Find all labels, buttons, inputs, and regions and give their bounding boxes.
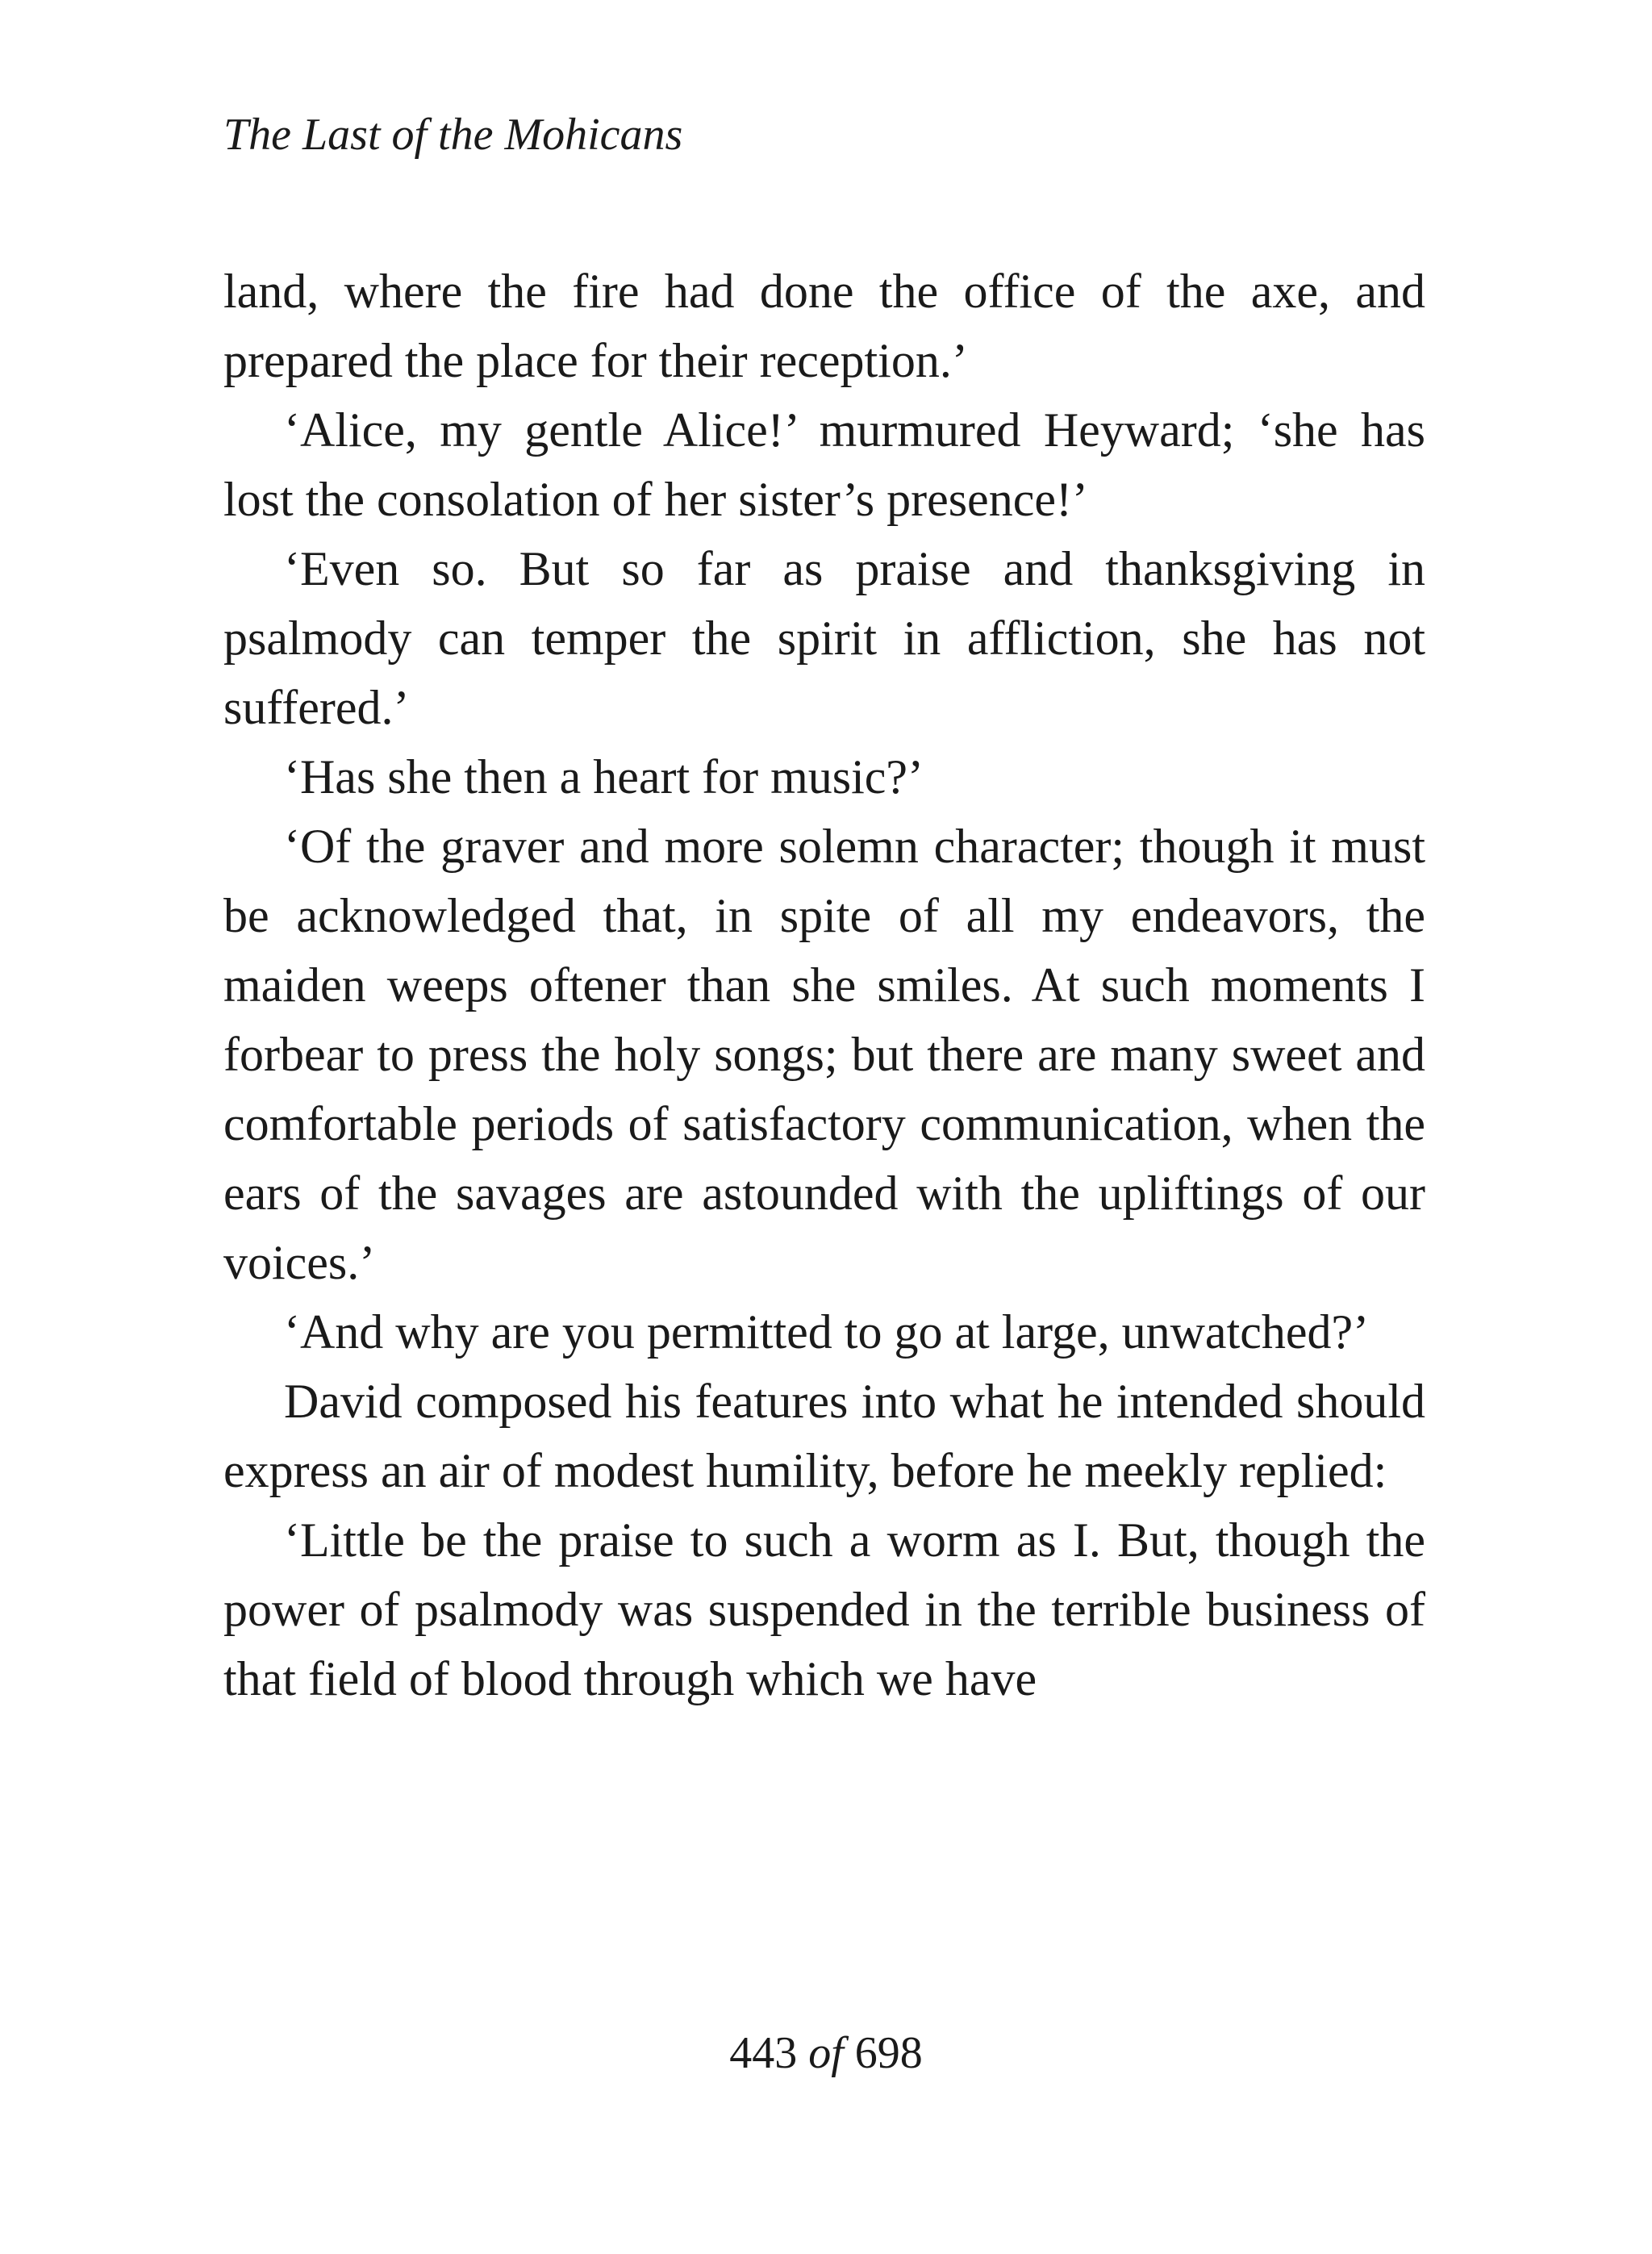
paragraph: ‘Alice, my gentle Alice!’ murmured Heyward; ‘she has lost the consolation of her sister’s presence!’ [223, 403, 1425, 526]
paragraph: David composed his features into what he intended should express an air of modest humility, before he meekly replied: [223, 1375, 1425, 1497]
running-title: The Last of the Mohicans [223, 110, 683, 160]
page-number [0, 2025, 1652, 2081]
paragraph: ‘Little be the praise to such a worm as I. But, though the power of psalmody was suspended in the terrible business of that field of blood through which we have [223, 1513, 1425, 1705]
page-body [223, 257, 1425, 1713]
paragraph: ‘Even so. But so far as praise and thanksgiving in psalmody can temper the spirit in affliction, she has not suffered.’ [223, 542, 1425, 734]
total-pages: 698 [854, 2028, 923, 2078]
paragraph-continued: land, where the fire had done the office of the axe, and prepared the place for their reception.’ [223, 265, 1425, 387]
paragraph: ‘And why are you permitted to go at large, unwatched?’ [284, 1305, 1370, 1359]
paragraph: ‘Of the graver and more solemn character; though it must be acknowledged that, in spite of all my endeavors, the maiden weeps oftener than she smiles. At such moments I forbear to press the holy songs; but there are many sweet and comfortable periods of satisfactory communication, when the ears of the savages are astounded with the upliftings of our voices.’ [223, 820, 1425, 1289]
current-page: 443 [729, 2028, 798, 2078]
page-of-label: of [808, 2028, 844, 2078]
paragraph: ‘Has she then a heart for music?’ [284, 750, 924, 804]
